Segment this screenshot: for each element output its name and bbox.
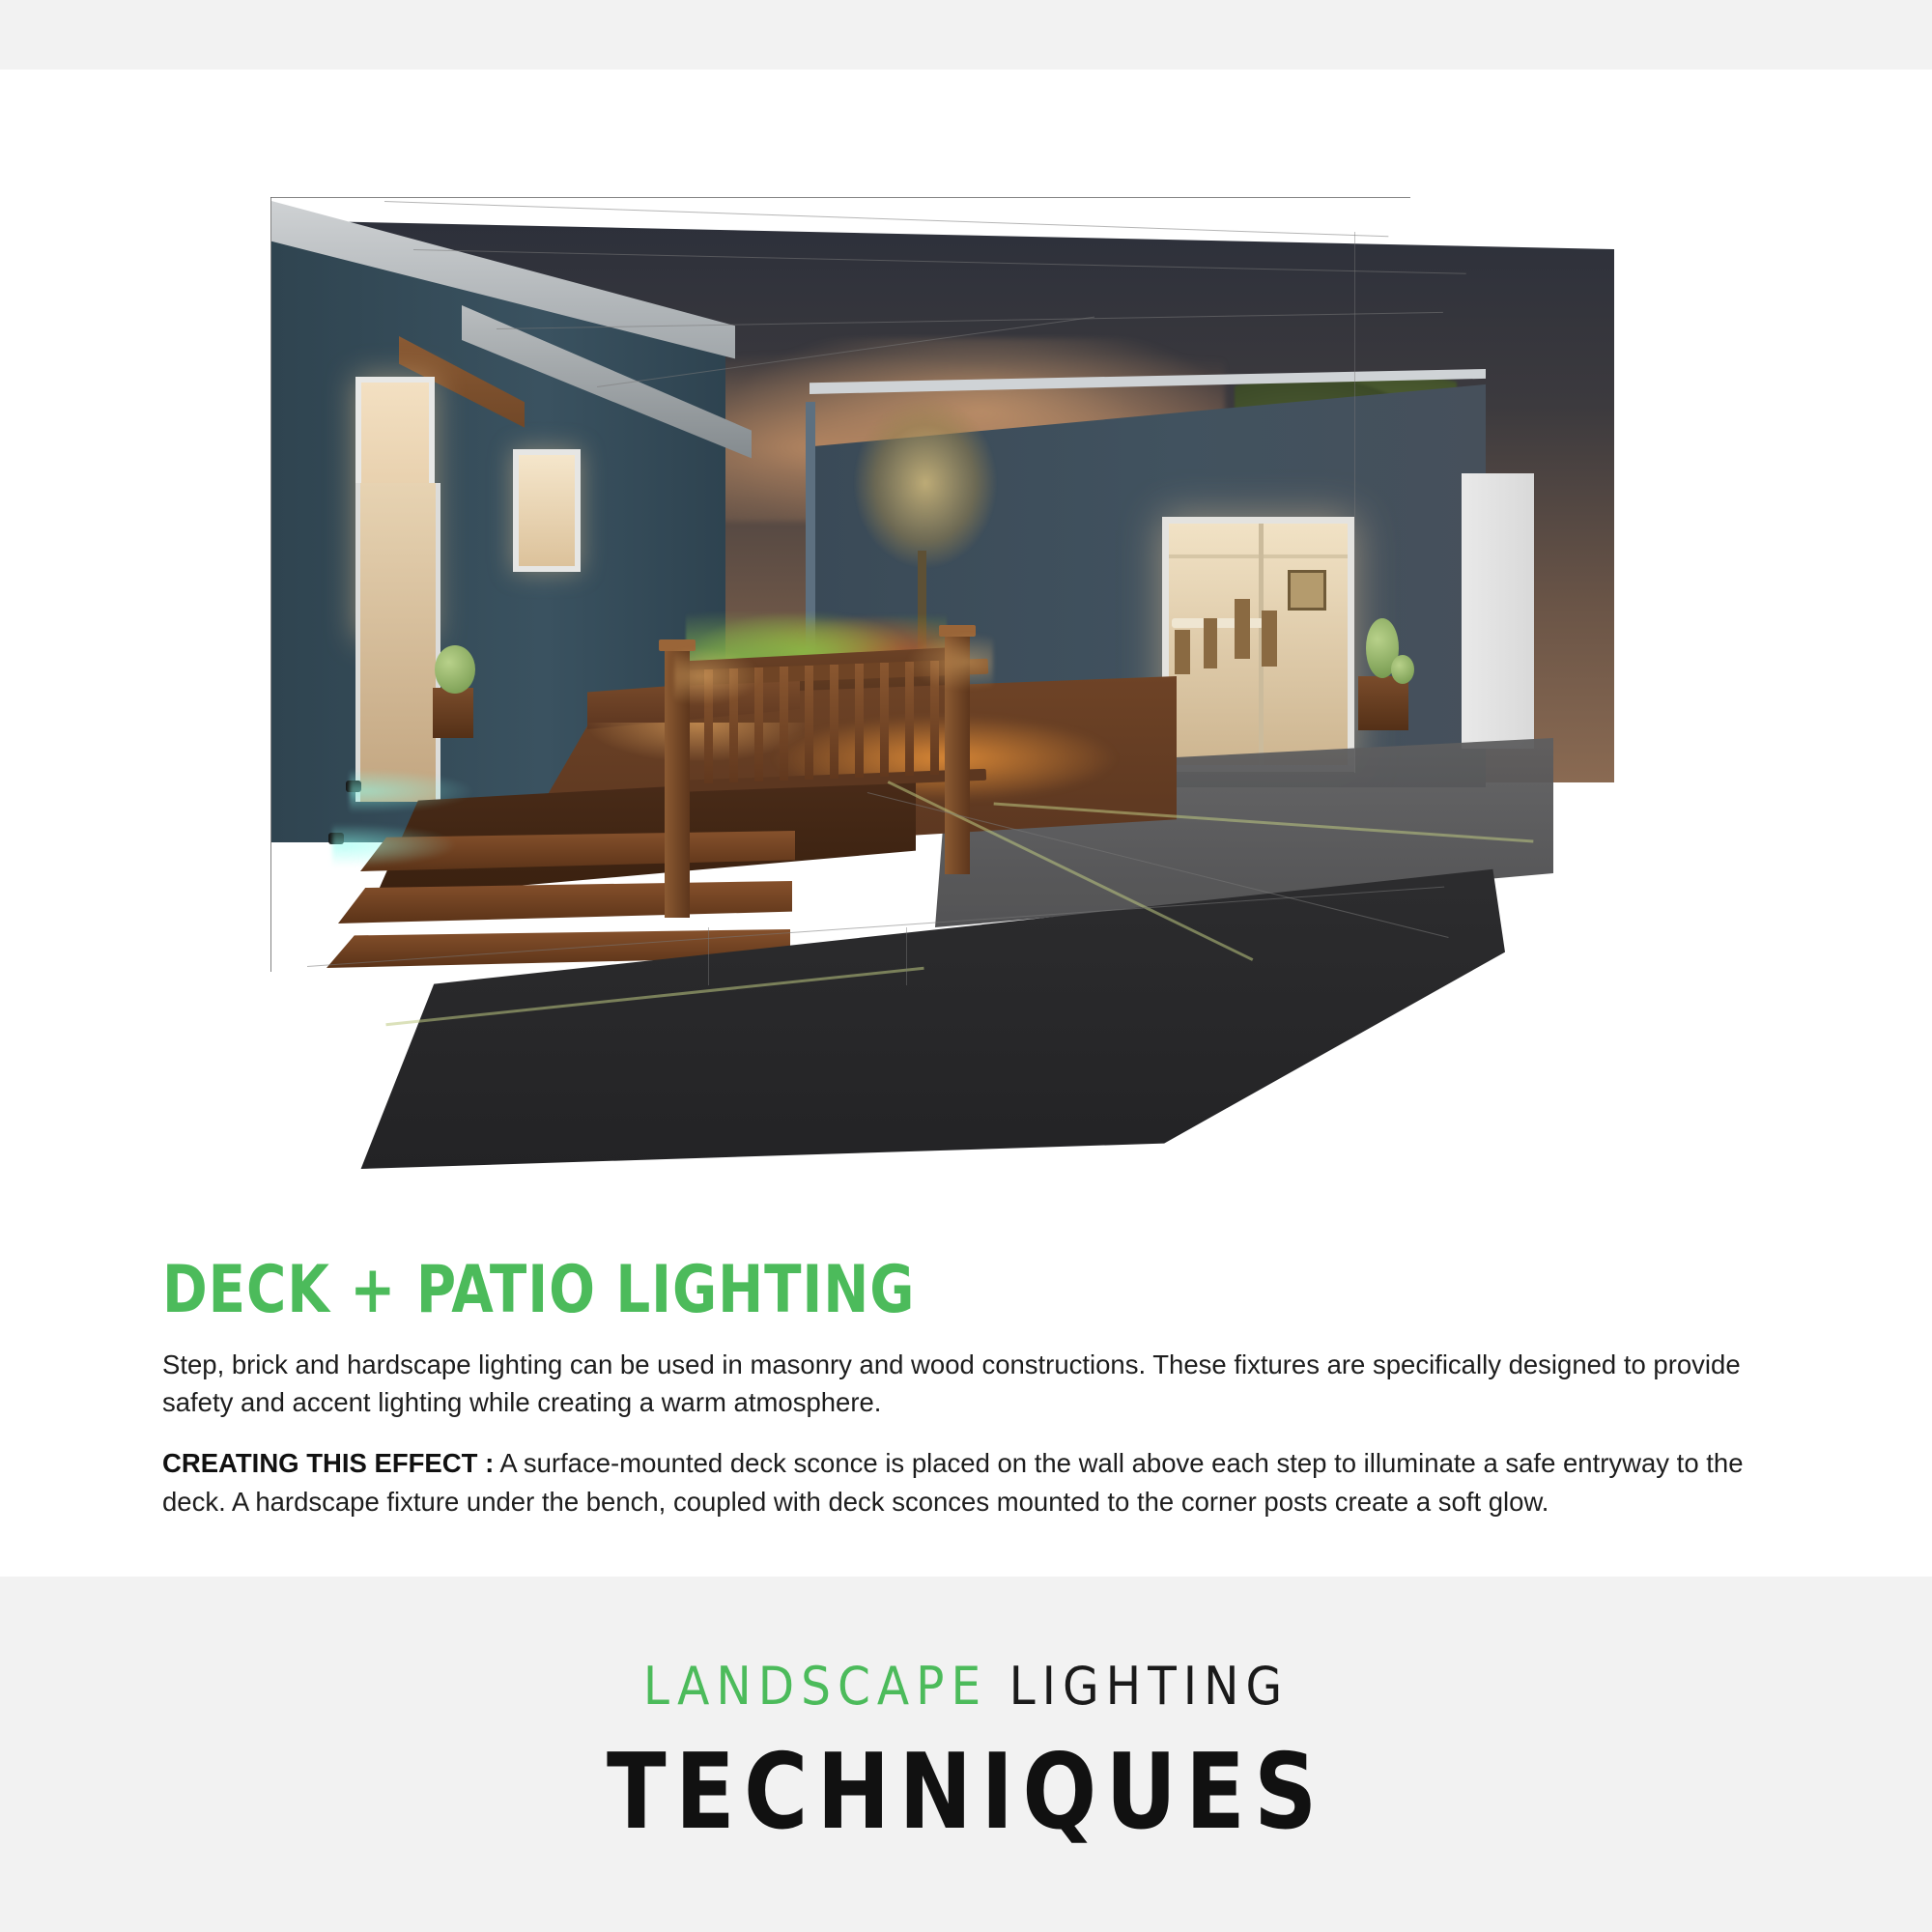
- post-sconce-glow-right: [906, 633, 993, 691]
- white-wall-fragment: [1462, 473, 1534, 749]
- potted-cactus-left: [435, 645, 475, 694]
- description-paragraph: Step, brick and hardscape lighting can be used in masonry and wood constructions. These fixtures are specifically designed to provide safety and accent lighting while creating a warm atmosphere.: [162, 1350, 1741, 1418]
- interior-chair-1: [1175, 630, 1190, 674]
- interior-chair-4: [1262, 611, 1277, 667]
- interior-chair-2: [1204, 618, 1217, 668]
- effect-paragraph: [162, 1444, 1785, 1520]
- yucca-plant: [848, 391, 1003, 575]
- deck-step-2: [338, 881, 792, 923]
- interior-wall-picture: [1288, 570, 1326, 611]
- effect-lead-in: CREATING THIS EFFECT :: [162, 1448, 495, 1479]
- rendered-scene: [269, 193, 1660, 1188]
- interior-chair-3: [1235, 599, 1250, 659]
- effect-body: A surface-mounted deck sconce is placed on the wall above each step to illuminate a safe entryway to the deck. A hardscape fixture under the bench, coupled with deck sconces mounted to the corner posts create a soft glow.: [162, 1448, 1744, 1517]
- article-text-block: [162, 1252, 1804, 1544]
- construction-line-8: [906, 927, 907, 985]
- planter-pot-left: [433, 688, 473, 738]
- step-sconce-lower-glow: [332, 823, 458, 867]
- deck-patio-illustration: [269, 193, 1660, 1188]
- window-middle: [513, 449, 581, 572]
- construction-line-9: [708, 927, 709, 985]
- step-sconce-upper-glow: [350, 769, 475, 813]
- page-title: DECK + PATIO LIGHTING: [162, 1252, 916, 1328]
- footer-subtitle: [643, 1656, 1289, 1717]
- post-sconce-glow-left: [674, 647, 761, 705]
- planter-pot-right: [1358, 676, 1408, 730]
- entry-door-left: [355, 483, 440, 802]
- potted-cactus-right-small: [1391, 655, 1414, 684]
- footer: [0, 1577, 1932, 1932]
- frame-line-top: [270, 197, 1410, 198]
- footer-title: TECHNIQUES: [606, 1732, 1326, 1853]
- content-panel: [0, 70, 1932, 1577]
- footer-word-landscape: LANDSCAPE: [642, 1656, 988, 1717]
- frame-line-left: [270, 197, 271, 972]
- footer-word-lighting: LIGHTING: [1009, 1656, 1290, 1717]
- glass-patio-doors: [1162, 517, 1354, 772]
- construction-line-7: [1354, 232, 1355, 773]
